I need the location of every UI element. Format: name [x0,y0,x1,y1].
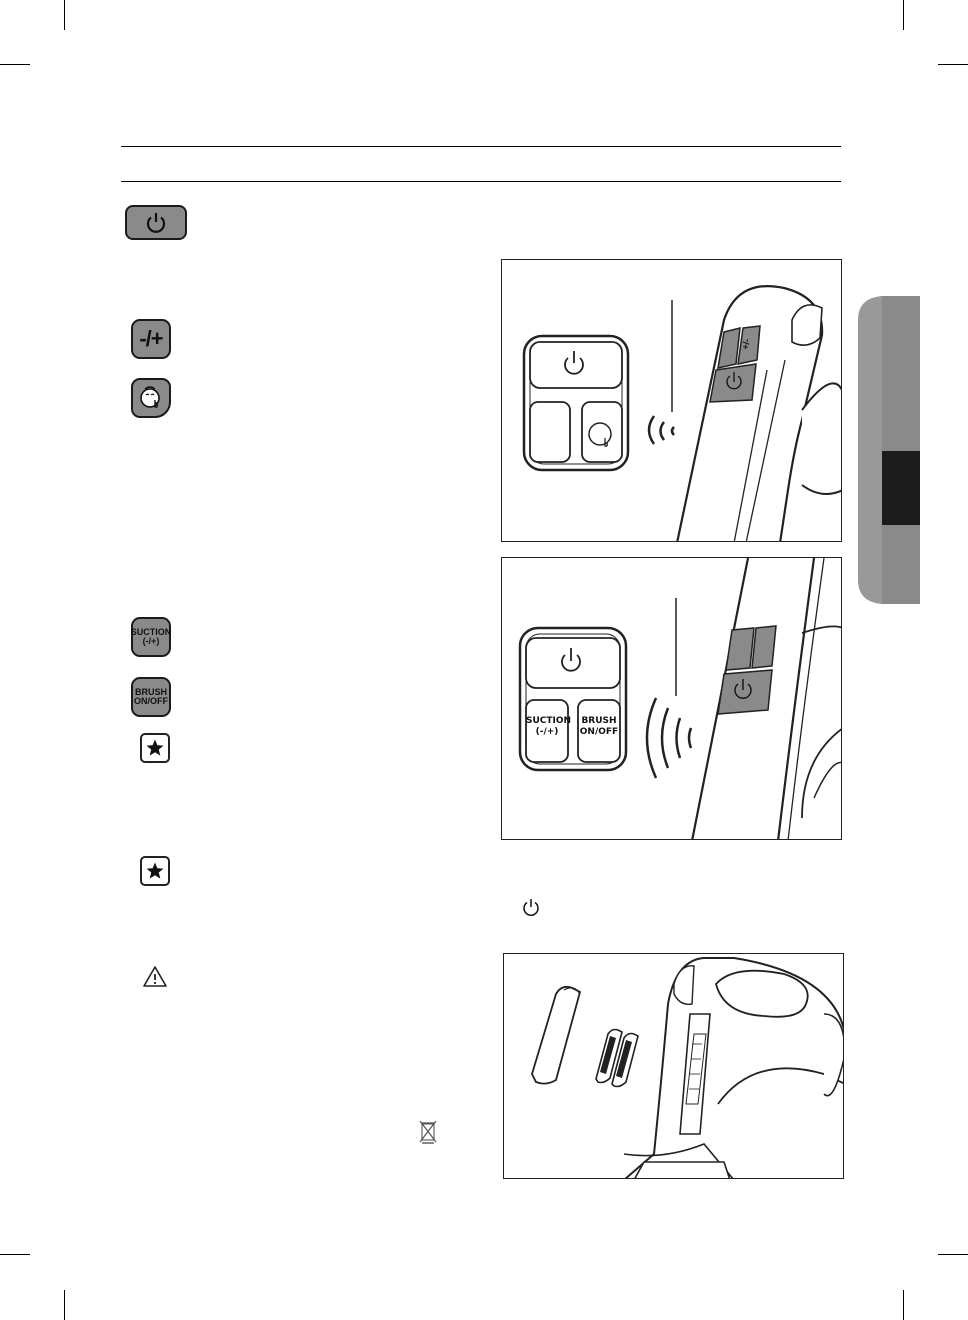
crop-mark [0,64,30,65]
note-star-key [140,856,170,886]
figure-brush-line2: ON/OFF [579,727,619,738]
suction-key-line2: (-/+) [142,636,160,646]
figure-suction-button-label [526,716,572,739]
power-icon [144,211,168,235]
star-icon [145,861,165,881]
figure-remote-handle-middle [501,557,842,840]
crop-mark [64,1290,65,1320]
crop-mark [903,0,904,30]
note-star-key [140,733,170,763]
brush-key [131,677,171,717]
crop-mark [64,0,65,30]
figure-brush-line1: BRUSH [581,716,617,726]
brush-key-line2: ON/OFF [134,696,168,706]
crop-mark [938,64,968,65]
figure-battery-compartment [503,953,844,1179]
crop-mark [903,1290,904,1320]
power-key [125,205,187,240]
crop-mark [938,1254,968,1255]
minus-plus-glyph: -/+ [139,326,163,352]
header-rule-bottom [121,181,841,182]
brush-key-line1: BRUSH [134,686,167,697]
handle-minus-plus-label: +/- [740,338,752,351]
suction-key [131,617,171,657]
warning-icon [142,965,168,989]
inline-power-icon [521,897,541,917]
section-tab [858,296,920,604]
baby-mode-icon [136,383,166,413]
crossed-bin-icon [419,1119,437,1145]
figure-brush-button-label [578,716,620,739]
figure-suction-line2: (-/+) [535,727,559,738]
suction-key-line1: SUCTION [130,626,172,637]
star-icon [145,738,165,758]
figure-remote-handle-top [501,259,842,542]
header-rule-top [121,146,841,147]
baby-mode-key [131,378,171,418]
crop-mark [0,1254,30,1255]
figure-suction-line1: SUCTION [526,716,572,726]
minus-plus-key [131,319,171,359]
